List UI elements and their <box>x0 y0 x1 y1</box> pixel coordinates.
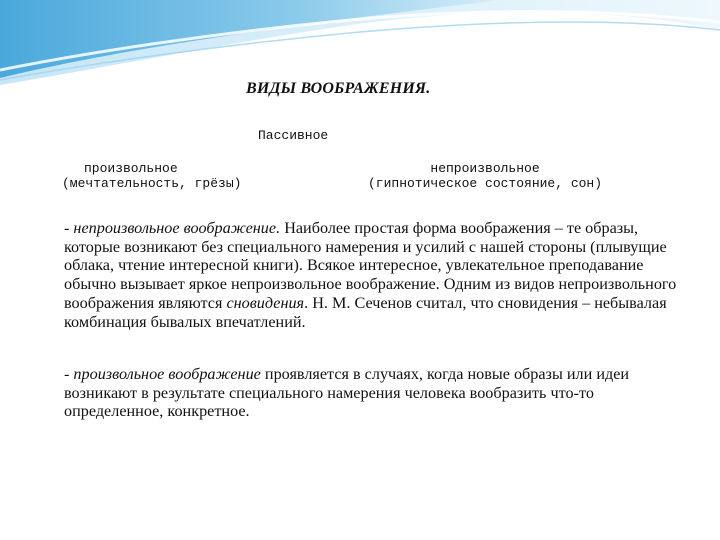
passive-label: Пассивное <box>258 128 329 143</box>
involuntary-term: - непроизвольное воображение. <box>64 219 281 237</box>
dreams-term: сновидения <box>226 293 305 312</box>
right-branch-examples: (гипнотическое состояние, сон) <box>368 176 603 191</box>
slide-title: ВИДЫ ВООБРАЖЕНИЯ. <box>246 80 431 97</box>
paragraph-involuntary <box>64 219 684 331</box>
right-branch-name: непроизвольное <box>430 161 540 176</box>
involuntary-text-1: Наиболее простая форма воображения – те образы, которые возникают без специального намерения и усилий с нашей стороны (плывущие облака, чтение интересной книги). Всякое интересное, увлекательное преподавание обычно вызывает яркое непроизвольное воображение. Одним из видов непроизвольного воображения являются <box>64 219 677 312</box>
right-branch <box>368 161 602 191</box>
paragraph-voluntary <box>64 365 684 421</box>
left-branch-name: произвольное <box>84 161 178 176</box>
left-branch-examples: (мечтательность, грёзы) <box>62 176 242 191</box>
left-branch <box>62 161 241 191</box>
voluntary-term: - произвольное воображение <box>64 365 261 383</box>
voluntary-text: проявляется в случаях, когда новые образы или идеи возникают в результате специального намерения человека вообразить что-то определенное, конкретное. <box>64 365 630 421</box>
involuntary-text-2: . Н. М. Сеченов считал, что сновидения – небывалая комбинация бывалых впечатлений. <box>64 293 667 331</box>
